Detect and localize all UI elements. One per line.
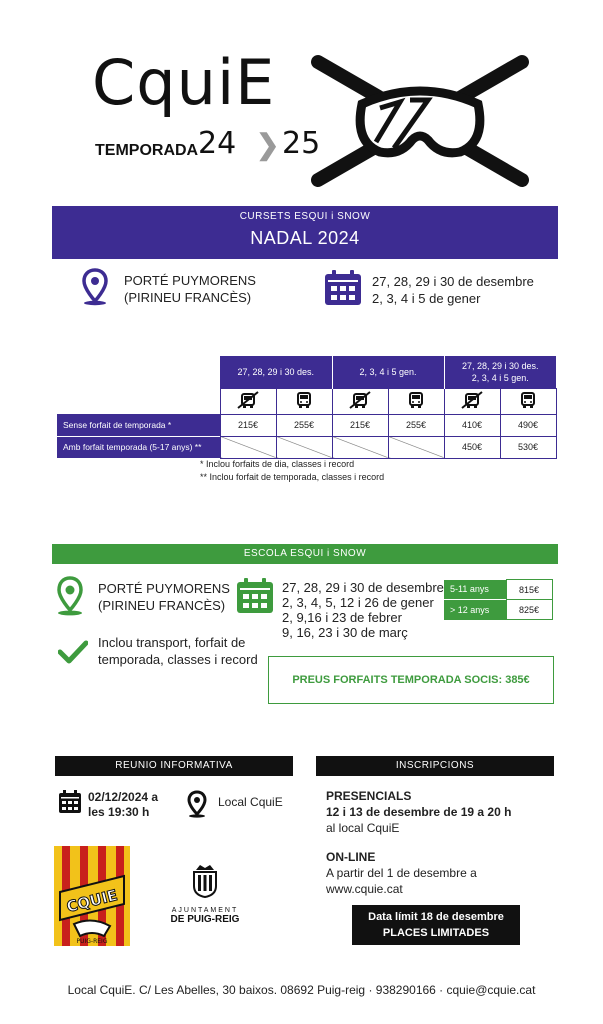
season-start: 24 (198, 126, 237, 161)
price-cell: 450€ (444, 436, 500, 458)
ski-goggles-icon (310, 52, 530, 190)
coat-of-arms-icon (190, 862, 220, 898)
price-cell: 410€ (444, 414, 500, 436)
col-group-1: 27, 28, 29 i 30 des. (220, 356, 332, 388)
online-title: ON-LINE (326, 850, 376, 864)
nadal-location-line2: (PIRINEU FRANCÈS) (124, 290, 252, 305)
escola-dates (282, 580, 444, 640)
presencial-line1: 12 i 13 de desembre de 19 a 20 h (326, 805, 512, 819)
escola-date-line: 2, 9,16 i 23 de febrer (282, 610, 402, 625)
nadal-banner (52, 206, 558, 259)
bus-icon (500, 388, 556, 414)
age-label: 5-11 anys (444, 580, 506, 600)
season-separator: ❯ (256, 129, 280, 160)
calendar-icon (324, 270, 362, 306)
ajuntament-logo (160, 862, 250, 938)
table-row (57, 414, 556, 436)
deadline-line1: Data límit 18 de desembre (368, 911, 504, 923)
price-cell-empty (220, 436, 276, 458)
reunio-bar: REUNIO INFORMATIVA (55, 756, 293, 776)
price-cell: 490€ (500, 414, 556, 436)
escola-location-line1: PORTÉ PUYMORENS (98, 581, 230, 596)
cquie-logo-text: CQUIE (64, 886, 120, 916)
location-pin-icon (187, 790, 207, 818)
season-end: 25 (282, 126, 321, 161)
bus-icon (388, 388, 444, 414)
calendar-icon (236, 578, 274, 614)
note-2: ** Inclou forfait de temporada, classes i record (200, 472, 385, 482)
nadal-banner-subtitle: CURSETS ESQUI i SNOW (239, 211, 371, 222)
note-1: * Inclou forfaits de dia, classes i record (200, 459, 355, 469)
escola-banner: ESCOLA ESQUI i SNOW (52, 544, 558, 564)
escola-date-line: 9, 16, 23 i 30 de març (282, 625, 408, 640)
footer-contact: Local CquiE. C/ Les Abelles, 30 baixos. 08692 Puig-reig · 938290166 · cquie@cquie.cat (67, 983, 536, 997)
price-cell: 215€ (220, 414, 276, 436)
escola-location-line2: (PIRINEU FRANCÈS) (98, 598, 226, 613)
inscripcions-bar: INSCRIPCIONS (316, 756, 554, 776)
online-line1: A partir del 1 de desembre a (326, 866, 477, 880)
no-bus-icon (220, 388, 276, 414)
deadline-line2: PLACES LIMITADES (382, 927, 490, 939)
row-label: Sense forfait de temporada * (57, 414, 220, 436)
nadal-banner-title: NADAL 2024 (250, 228, 360, 248)
season-label: TEMPORADA (95, 142, 199, 159)
price-cell: 255€ (388, 414, 444, 436)
age-price: 825€ (506, 600, 552, 620)
escola-includes (98, 634, 258, 668)
reunio-date-line1: 02/12/2024 a (88, 790, 159, 804)
nadal-dates-line2: 2, 3, 4 i 5 de gener (372, 291, 481, 306)
checkmark-icon (58, 640, 88, 664)
table-row (444, 580, 552, 600)
bus-icon (276, 388, 332, 414)
price-cell: 530€ (500, 436, 556, 458)
presencial-line2: al local CquiE (326, 821, 400, 835)
cquie-logo-subtext: PUIG-REIG (76, 938, 108, 945)
price-cell-empty (276, 436, 332, 458)
ajuntament-line1: AJUNTAMENT (171, 907, 239, 914)
online-link[interactable]: www.cquie.cat (326, 882, 403, 896)
price-cell-empty (388, 436, 444, 458)
socis-price-box: PREUS FORFAITS TEMPORADA SOCIS: 385€ (268, 656, 554, 704)
escola-includes-line2: temporada, classes i record (98, 652, 258, 667)
reunio-place: Local CquiE (218, 795, 283, 809)
nadal-price-table (57, 356, 557, 459)
escola-location (98, 580, 230, 614)
age-label: > 12 anys (444, 600, 506, 620)
no-bus-icon (332, 388, 388, 414)
col-group-2: 2, 3, 4 i 5 gen. (332, 356, 444, 388)
reunio-date (88, 790, 158, 820)
price-cell-empty (332, 436, 388, 458)
row-label: Amb forfait temporada (5-17 anys) ** (57, 436, 220, 458)
nadal-location-line1: PORTÉ PUYMORENS (124, 273, 256, 288)
escola-includes-line1: Inclou transport, forfait de (98, 635, 246, 650)
escola-date-line: 2, 3, 4, 5, 12 i 26 de gener (282, 595, 434, 610)
escola-age-prices (444, 579, 553, 620)
table-row (444, 600, 552, 620)
location-pin-icon (82, 268, 108, 306)
col-group-3: 27, 28, 29 i 30 des. 2, 3, 4 i 5 gen. (444, 356, 556, 388)
no-bus-icon (444, 388, 500, 414)
presencial-title: PRESENCIALS (326, 789, 412, 803)
price-cell: 255€ (276, 414, 332, 436)
location-pin-icon (56, 576, 84, 616)
cquie-logo (54, 846, 130, 946)
price-cell: 215€ (332, 414, 388, 436)
calendar-icon (58, 790, 82, 814)
ajuntament-line2: DE PUIG-REIG (170, 914, 240, 925)
reunio-date-line2: les 19:30 h (88, 805, 150, 819)
table-row (57, 436, 556, 458)
table-notes (200, 458, 384, 484)
escola-date-line: 27, 28, 29 i 30 de desembre (282, 580, 444, 595)
deadline-box (352, 905, 520, 945)
brand-title: CquiE (92, 46, 276, 119)
nadal-dates-line1: 27, 28, 29 i 30 de desembre (372, 274, 534, 289)
age-price: 815€ (506, 580, 552, 600)
